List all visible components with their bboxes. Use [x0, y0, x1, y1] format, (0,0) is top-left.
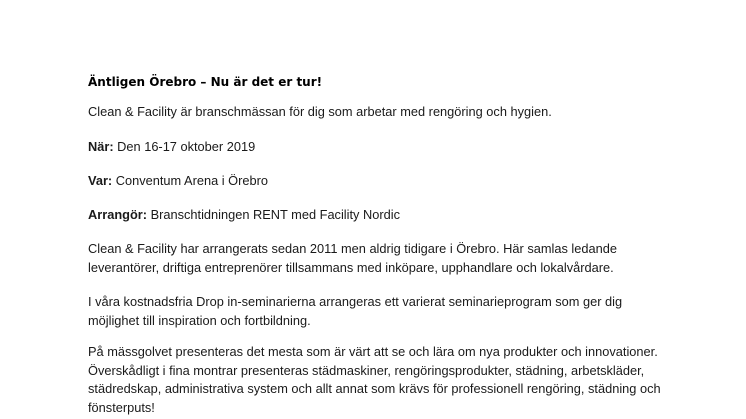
- exhibition-line-1: På mässgolvet presenteras det mesta som är värt att se och lära om nya produkter och innovationer.: [88, 344, 658, 359]
- where-label: Var:: [88, 173, 113, 188]
- exhibition-paragraph: [88, 343, 661, 417]
- history-paragraph: [88, 240, 617, 277]
- fact-where: [88, 172, 268, 191]
- seminars-line-2: möjlighet till inspiration och fortbildning.: [88, 312, 311, 328]
- organizer-label: Arrangör:: [88, 207, 148, 222]
- intro-paragraph: Clean & Facility är branschmässan för dig som arbetar med rengöring och hygien.: [88, 104, 552, 119]
- fact-when: [88, 138, 255, 157]
- when-label: När:: [88, 139, 114, 154]
- exhibition-line-3: städredskap, administrativa system och allt annat som krävs för professionell rengöring, städning och: [88, 381, 661, 396]
- where-value: Conventum Arena i Örebro: [112, 173, 268, 188]
- history-line-2: leverantörer, driftiga entreprenörer tillsammans med inköpare, upphandlare och lokalvårdare.: [88, 259, 614, 275]
- fact-organizer: [88, 206, 400, 225]
- document-title: Äntligen Örebro – Nu är det er tur!: [88, 75, 323, 89]
- organizer-value: Branschtidningen RENT med Facility Nordic: [147, 207, 400, 222]
- seminars-line-1: I våra kostnadsfria Drop in-seminarierna arrangeras ett varierat seminarieprogram som ger dig: [88, 294, 623, 309]
- seminars-paragraph: [88, 293, 622, 330]
- history-line-1: Clean & Facility har arrangerats sedan 2011 men aldrig tidigare i Örebro. Här samlas ledande: [88, 241, 617, 256]
- exhibition-line-2: Överskådligt i fina montrar presenteras städmaskiner, rengöringsprodukter, städning, arbetskläder,: [88, 362, 645, 378]
- exhibition-line-4: fönsterputs!: [88, 399, 155, 415]
- when-value: Den 16-17 oktober 2019: [113, 139, 256, 154]
